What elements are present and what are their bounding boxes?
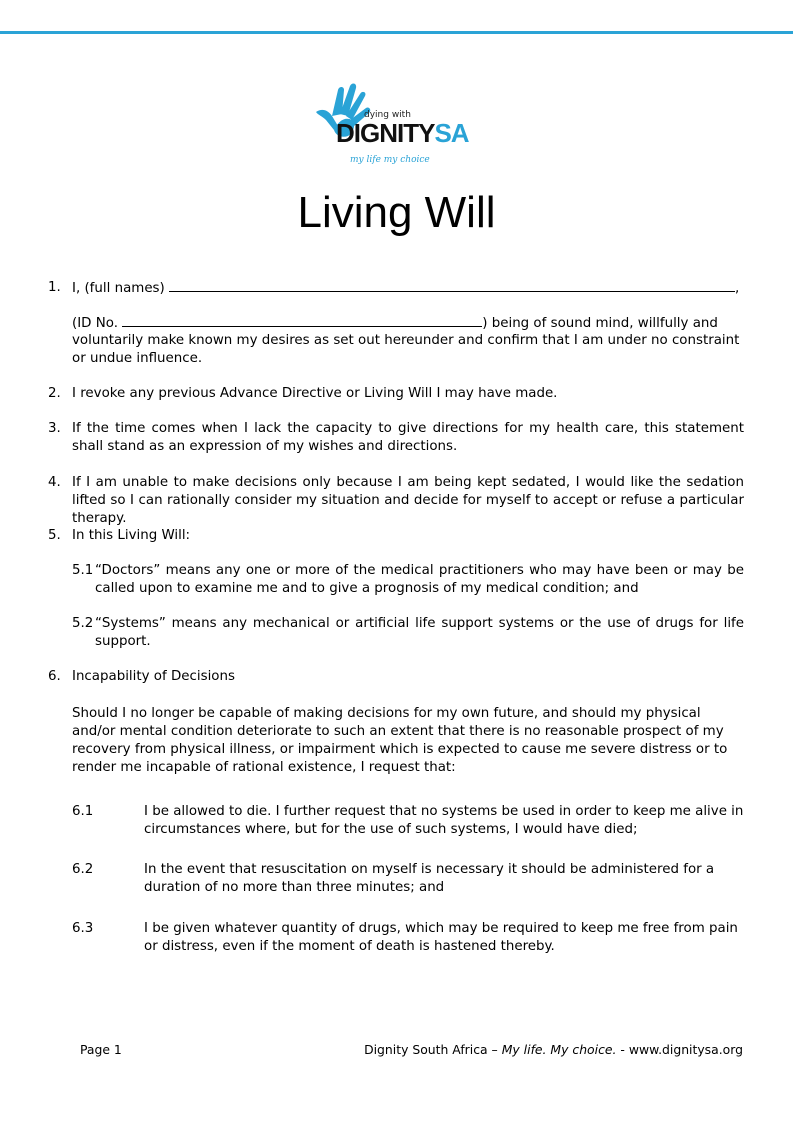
item-6-1-text: I be allowed to die. I further request that no systems be used in order to keep me alive in circumstances where, but for the use of such systems, I would have died;	[144, 804, 744, 837]
page-title: Living Will	[297, 188, 496, 237]
id-suffix: ) being of sound mind, willfully and	[482, 316, 718, 331]
logo-small-text: dying with	[364, 110, 411, 120]
item-1-suffix: ,	[735, 281, 740, 296]
full-names-field[interactable]	[169, 279, 735, 292]
footer-org: Dignity South Africa –	[364, 1042, 498, 1057]
logo-brand-part1: DIGNITY	[336, 118, 435, 148]
item-6-heading: Incapability of Decisions	[72, 669, 235, 684]
item-6-2-text: In the event that resuscitation on myself is necessary it should be administered for a duration of no more than three minutes; and	[144, 862, 715, 895]
footer-motto: My life. My choice.	[501, 1042, 617, 1057]
id-number-field[interactable]	[122, 314, 482, 327]
item-6-2-number: 6.2	[72, 862, 94, 877]
logo-tagline: my life my choice	[350, 155, 430, 165]
item-1-number: 1.	[48, 280, 61, 295]
item-5-2-text: “Systems” means any mechanical or artificial life support systems or the use of drugs for life support.	[95, 616, 744, 649]
item-2-number: 2.	[48, 386, 61, 401]
top-accent-bar	[0, 31, 793, 34]
logo-brand-part2: SA	[434, 118, 469, 148]
footer-page-number: Page 1	[80, 1042, 122, 1057]
dignitysa-logo	[314, 80, 484, 170]
item-6-3-text: I be given whatever quantity of drugs, which may be required to keep me free from pain or distress, even if the moment of death is hastened thereby.	[144, 921, 738, 954]
item-3-text: If the time comes when I lack the capacity to give directions for my health care, this statement shall stand as an expression of my wishes and directions.	[72, 421, 744, 454]
item-6-1-number: 6.1	[72, 804, 94, 819]
item-5-1-number: 5.1	[72, 563, 94, 578]
footer-credit	[364, 1042, 743, 1057]
item-1-label: I, (full names)	[72, 281, 165, 296]
item-1	[72, 279, 744, 298]
item-1-continuation: voluntarily make known my desires as set out hereunder and confirm that I am under no constraint or undue influence.	[72, 333, 740, 366]
item-6-3-number: 6.3	[72, 921, 94, 936]
item-4-text: If I am unable to make decisions only because I am being kept sedated, I would like the sedation lifted so I can rationally consider my situation and decide for myself to accept or refuse a particular therapy.	[72, 475, 744, 526]
item-3-number: 3.	[48, 421, 61, 436]
item-5-1-text: “Doctors” means any one or more of the medical practitioners who may have been or may be called upon to examine me and to give a prognosis of my medical condition; and	[95, 563, 744, 596]
footer-site-link[interactable]: - www.dignitysa.org	[620, 1042, 743, 1057]
logo-brand	[336, 118, 469, 149]
id-line	[72, 314, 744, 333]
item-5-number: 5.	[48, 528, 61, 543]
item-6-paragraph: Should I no longer be capable of making decisions for my own future, and should my physical and/or mental condition deteriorate to such an extent that there is no reasonable prospect of my recovery from physical illness, or impairment which is expected to cause me severe distress or to render me incapable of rational existence, I request that:	[72, 706, 728, 775]
item-6-number: 6.	[48, 669, 61, 684]
item-5-text: In this Living Will:	[72, 528, 191, 543]
item-5-2-number: 5.2	[72, 616, 94, 631]
id-label: (ID No.	[72, 316, 118, 331]
item-2-text: I revoke any previous Advance Directive or Living Will I may have made.	[72, 386, 558, 401]
item-4-number: 4.	[48, 475, 61, 490]
